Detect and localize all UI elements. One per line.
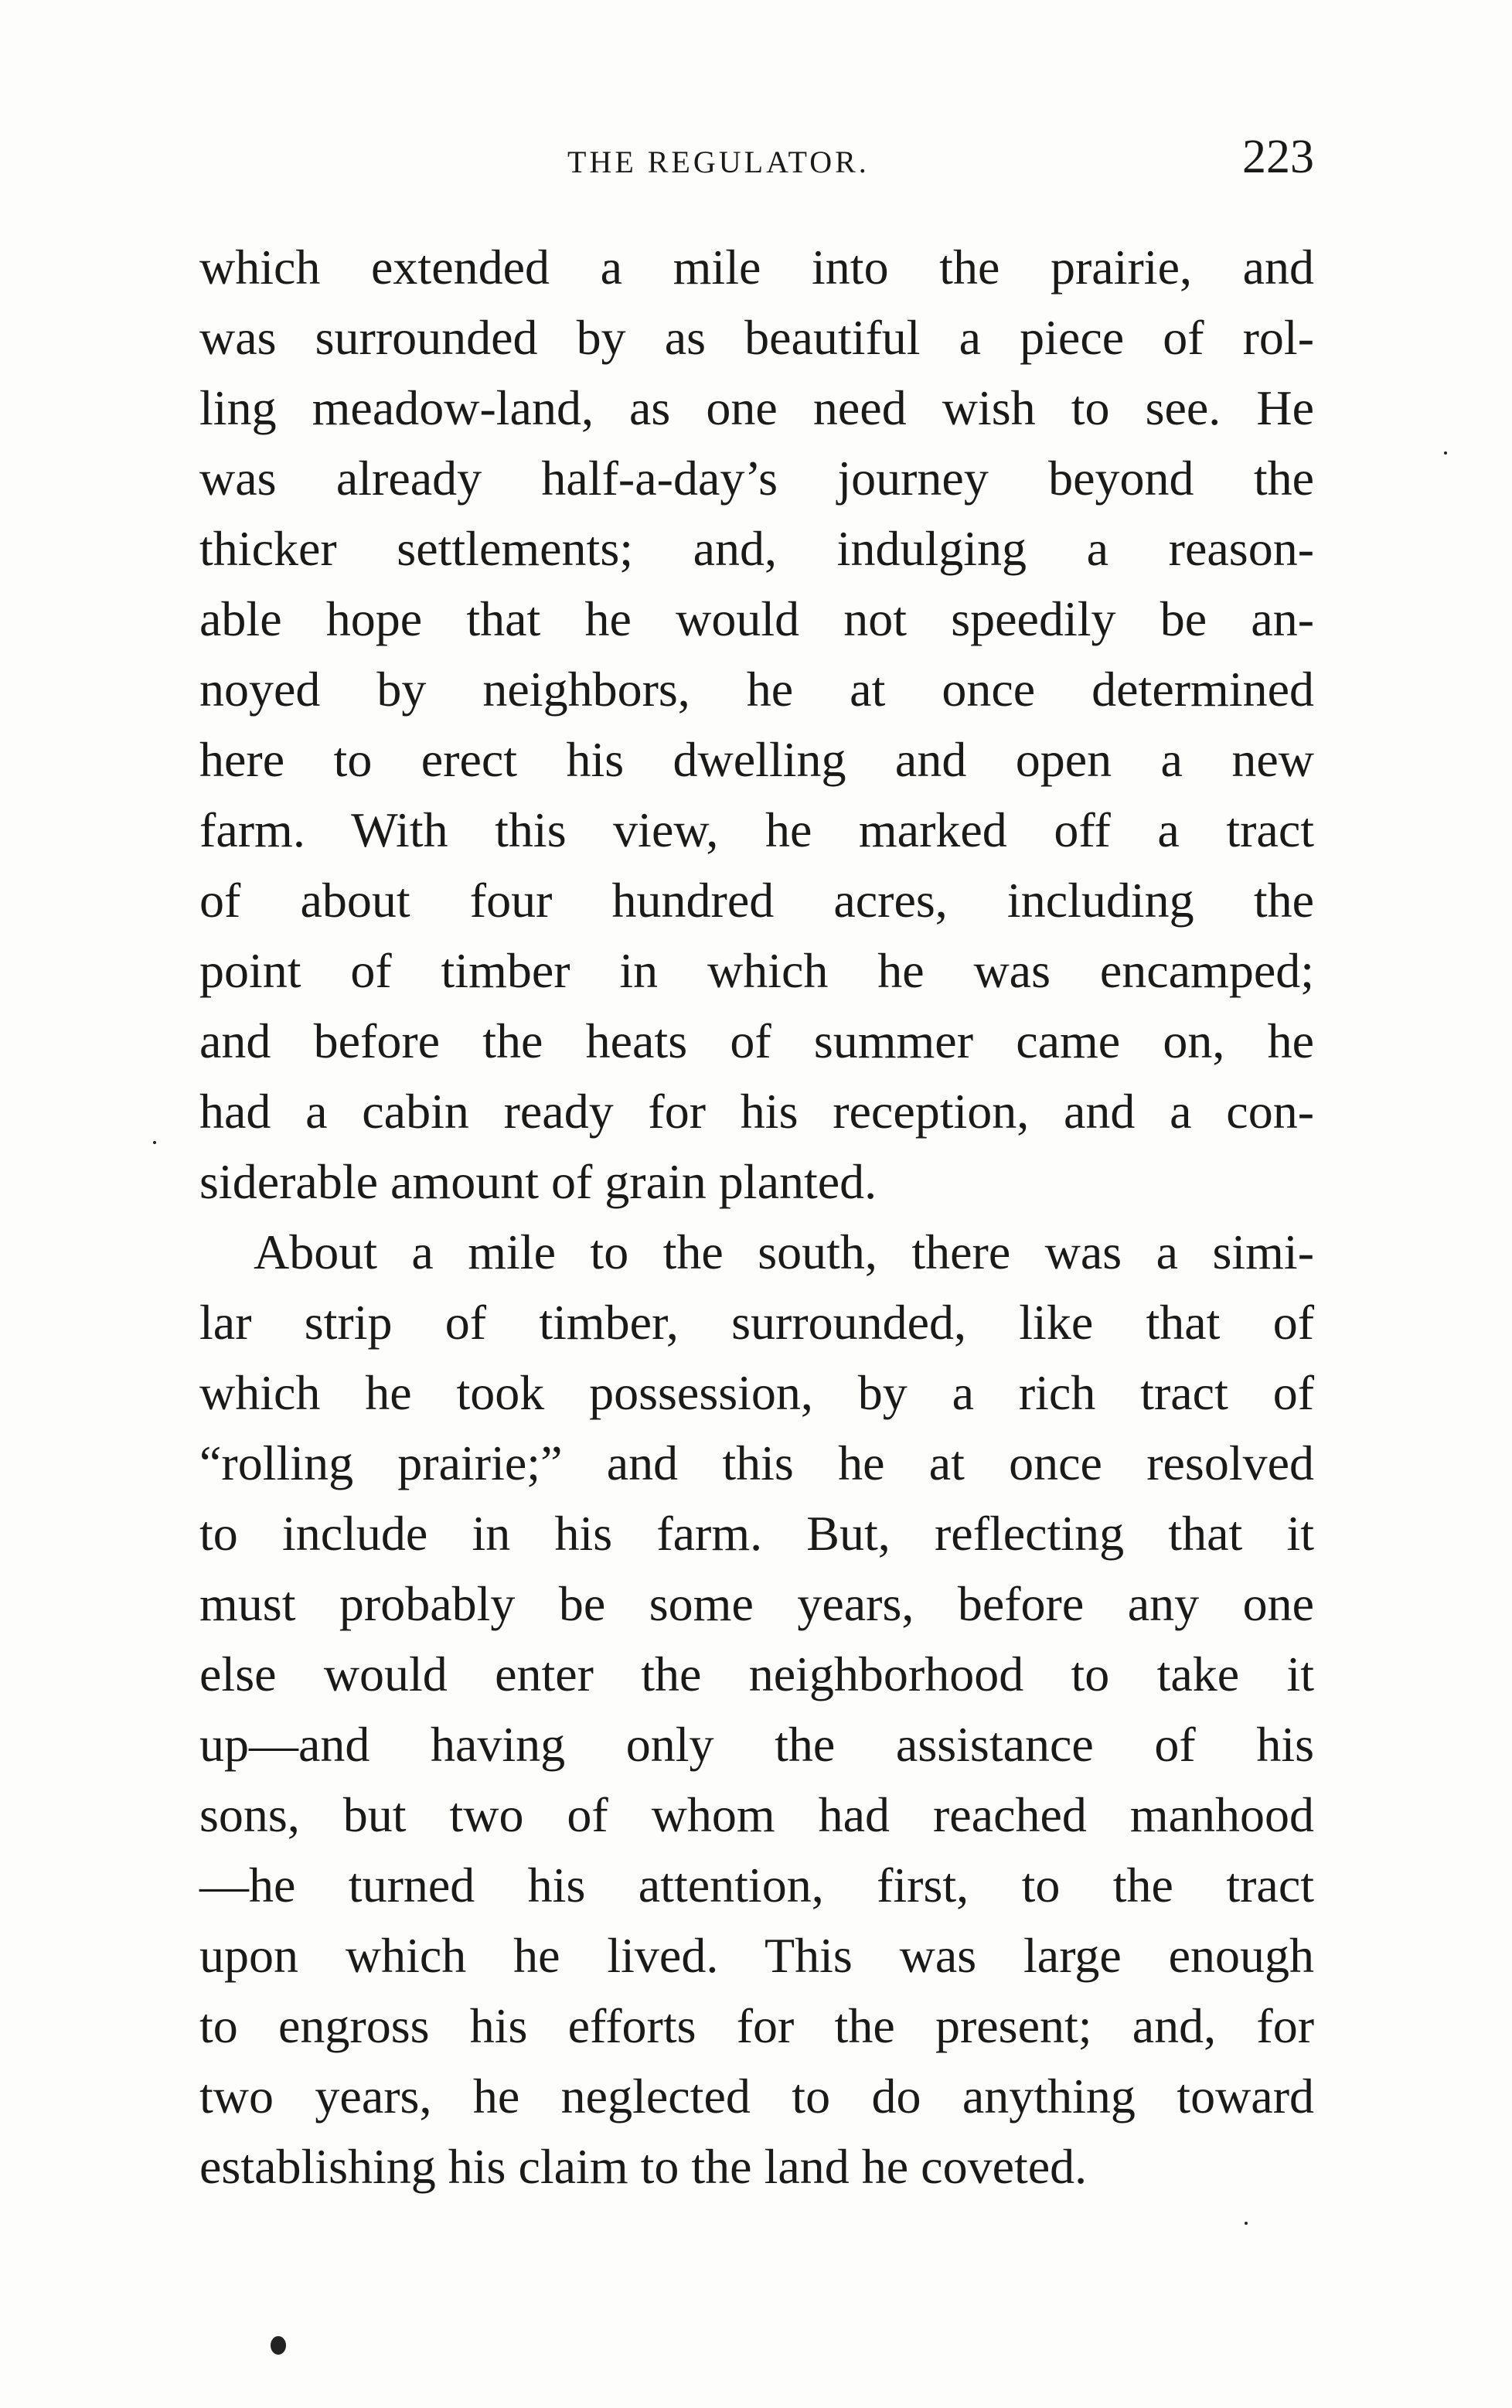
page-number: 223: [1242, 131, 1314, 183]
ink-speck: [1245, 2222, 1248, 2225]
text-line: “rolling prairie;” and this he at once resolved: [199, 1436, 1314, 1490]
text-line: noyed by neighbors, he at once determined: [199, 662, 1314, 717]
text-line: two years, he neglected to do anything toward: [199, 2069, 1314, 2124]
body-text: [199, 232, 1314, 2202]
text-line: which he took possession, by a rich tract of: [199, 1365, 1314, 1420]
text-line: farm. With this view, he marked off a tract: [199, 802, 1314, 857]
paragraph: [199, 1217, 1314, 2202]
running-title: THE REGULATOR.: [567, 145, 870, 179]
text-line: point of timber in which he was encamped;: [199, 943, 1314, 998]
text-line: sons, but two of whom had reached manhood: [199, 1787, 1314, 1842]
text-line: of about four hundred acres, including the: [199, 873, 1314, 928]
ink-speck: [271, 2336, 286, 2355]
text-line: able hope that he would not speedily be an-: [199, 591, 1314, 646]
text-line: thicker settlements; and, indulging a reason-: [199, 521, 1314, 576]
ink-speck: [1444, 451, 1447, 455]
ink-speck: [153, 1141, 156, 1144]
text-line: up—and having only the assistance of his: [199, 1717, 1314, 1772]
text-line: siderable amount of grain planted.: [199, 1154, 877, 1209]
text-line: was already half-a-day’s journey beyond the: [199, 451, 1314, 506]
text-line: to include in his farm. But, reflecting that it: [199, 1506, 1314, 1561]
text-line: ling meadow-land, as one need wish to see. He: [199, 380, 1314, 435]
text-line: About a mile to the south, there was a simi-: [254, 1224, 1314, 1279]
text-line: must probably be some years, before any one: [199, 1576, 1314, 1631]
text-line: which extended a mile into the prairie, and: [199, 240, 1314, 295]
text-line: was surrounded by as beautiful a piece of rol-: [199, 310, 1314, 365]
text-line: else would enter the neighborhood to take it: [199, 1647, 1314, 1701]
text-line: lar strip of timber, surrounded, like that of: [199, 1295, 1314, 1350]
paragraph: [199, 232, 1314, 1217]
running-header: [203, 130, 1314, 192]
text-line: had a cabin ready for his reception, and a con-: [199, 1084, 1314, 1139]
text-line: upon which he lived. This was large enough: [199, 1928, 1314, 1983]
text-line: —he turned his attention, first, to the tract: [199, 1858, 1314, 1912]
text-line: establishing his claim to the land he coveted.: [199, 2139, 1088, 2194]
text-line: and before the heats of summer came on, he: [199, 1013, 1314, 1068]
text-line: here to erect his dwelling and open a new: [199, 732, 1314, 787]
text-line: to engross his efforts for the present; and, for: [199, 1998, 1314, 2053]
